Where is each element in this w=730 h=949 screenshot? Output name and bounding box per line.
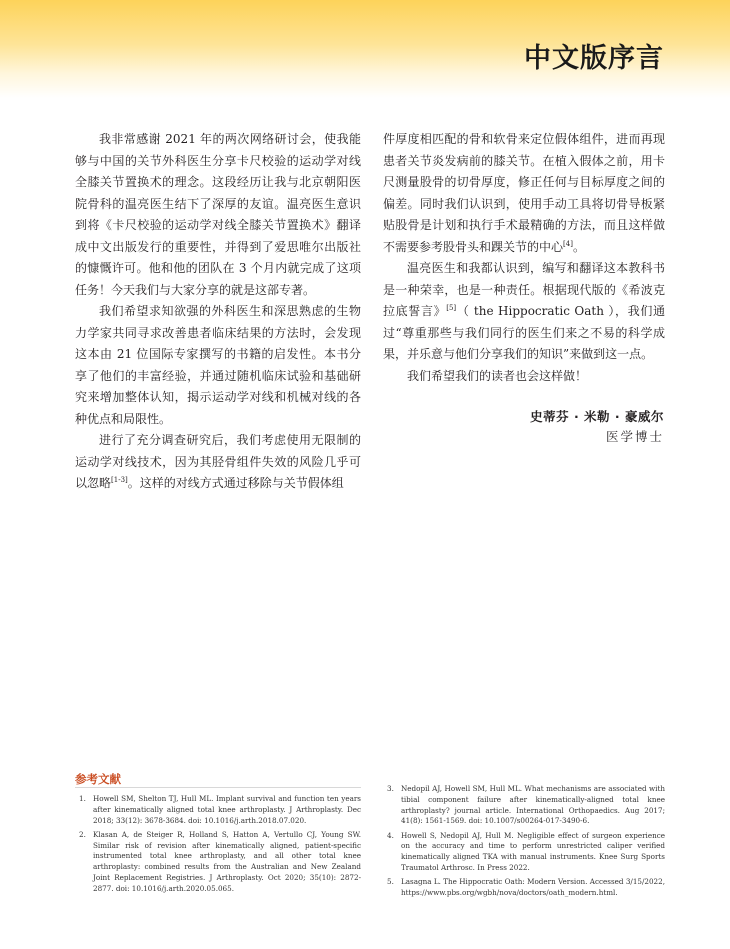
reference-item — [383, 831, 665, 874]
reference-number: 5. — [387, 877, 394, 887]
reference-list-right — [383, 784, 665, 902]
reference-text: Klasan A, de Steiger R, Holland S, Hatton A, Vertullo CJ, Young SW. Similar risk of revision after kinematically aligned, patient-specific instrumented total knee arthroplasty, and all other total knee arthroplasty: combined results from the Australian and New Zealand Joint Replacement Registries. J Arthroplasty. Oct 2020; 35(10): 2872-2877. doi: 10.1016/j.arth.2020.05.065. — [93, 829, 361, 893]
reference-list-left — [75, 794, 361, 898]
paragraph-text: 。这样的对线方式通过移除与关节假体组 — [127, 476, 344, 490]
reference-item — [75, 830, 361, 895]
reference-item — [383, 784, 665, 827]
reference-text: Howell SM, Shelton TJ, Hull ML. Implant survival and function ten years after kinematically aligned total knee arthroplasty. J Arthroplasty. Dec 2018; 33(12): 3678-3684. doi: 10.1016/j.arth.2018.07.020. — [93, 794, 361, 825]
paragraph — [383, 129, 665, 258]
paragraph: 我非常感谢 2021 年的两次网络研讨会，使我能够与中国的关节外科医生分享卡尺校验的运动学对线全膝关节置换术的理念。这段经历让我与北京朝阳医院骨科的温亮医生结下了深厚的友谊。温亮医生意识到将《卡尺校验的运动学对线全膝关节置换术》翻译成中文出版发行的重要性，并得到了爱思唯尔出版社的慷慨许可。他和他的团队在 3 个月内就完成了这项任务！今天我们与大家分享的就是这部专著。 — [75, 132, 361, 297]
reference-text: Howell S, Nedopil AJ, Hull M. Negligible effect of surgeon experience on the accuracy and time to perform unrestricted caliper verified kinematically aligned TKA with manual instruments. Knee Surg Sports Traumatol Arthrosc. In Press 2022. — [401, 830, 665, 873]
author-title: 医学博士 — [605, 429, 664, 444]
paragraph-text: （ the Hippocratic Oath ），我们通过“尊重那些与我们同行的医生们来之不易的科学成果，并乐意与他们分享我们的知识”来做到这一点。 — [383, 304, 665, 361]
reference-number: 4. — [387, 830, 394, 840]
citation-marker: [5] — [446, 304, 457, 312]
body-column-right — [383, 129, 665, 387]
reference-number: 2. — [79, 829, 86, 839]
paragraph — [383, 366, 665, 388]
author-name: 史蒂芬 · 米勒 · 豪威尔 — [530, 409, 664, 424]
paragraph-text: 我们希望我们的读者也会这样做！ — [407, 368, 588, 383]
paragraph-text: 。 — [572, 239, 585, 254]
signature-block — [530, 407, 664, 447]
body-column-left — [75, 129, 361, 495]
paragraph — [383, 258, 665, 366]
references-divider — [75, 787, 361, 788]
page-title: 中文版序言 — [524, 43, 664, 74]
reference-text: Lasagna L. The Hippocratic Oath: Modern Version. Accessed 3/15/2022, https://www.pbs.org/wgbh/nova/doctors/oath_modern.html. — [401, 877, 665, 898]
paragraph: 我们希望求知欲强的外科医生和深思熟虑的生物力学家共同寻求改善患者临床结果的方法时，会发现这本由 21 位国际专家撰写的书籍的启发性。本书分享了他们的丰富经验，并通过随机临床试验和基础研究来增加整体认知，揭示运动学对线和机械对线的各种优点和局限性。 — [75, 304, 361, 426]
reference-item — [75, 794, 361, 826]
references-heading: 参考文献 — [75, 772, 121, 786]
paragraph — [75, 430, 361, 495]
reference-number: 3. — [387, 784, 394, 793]
paragraph-text: 温亮医生和我都认识到，编写和翻译这本教科书是一种荣幸，也是一种责任。根据现代版的《希波克拉底誓言》 — [383, 261, 665, 318]
citation-marker: [1-3] — [111, 476, 128, 484]
reference-text: Nedopil AJ, Howell SM, Hull ML. What mechanisms are associated with tibial component failure after kinematically-aligned total knee arthroplasty? journal article. International Orthopaedics. Aug 2017; 41(8): 1561-1569. doi: 10.1007/s00264-017-3490-6. — [401, 784, 665, 826]
reference-item — [383, 877, 665, 899]
citation-marker: [4] — [563, 239, 573, 248]
paragraph-text: 件厚度相匹配的骨和软骨来定位假体组件，进而再现患者关节炎发病前的膝关节。在植入假体之前，用卡尺测量股骨的切骨厚度，修正任何与目标厚度之间的偏差。同时我们认识到，使用手动工具将切骨导板紧贴股骨是计划和执行手术最精确的方法，而且这样做不需要参考股骨头和踝关节的中心 — [383, 132, 665, 254]
reference-number: 1. — [79, 794, 86, 803]
paragraph-text: 进行了充分调查研究后，我们考虑使用无限制的运动学对线技术，因为其胫骨组件失效的风险几乎可以忽略 — [75, 433, 361, 490]
